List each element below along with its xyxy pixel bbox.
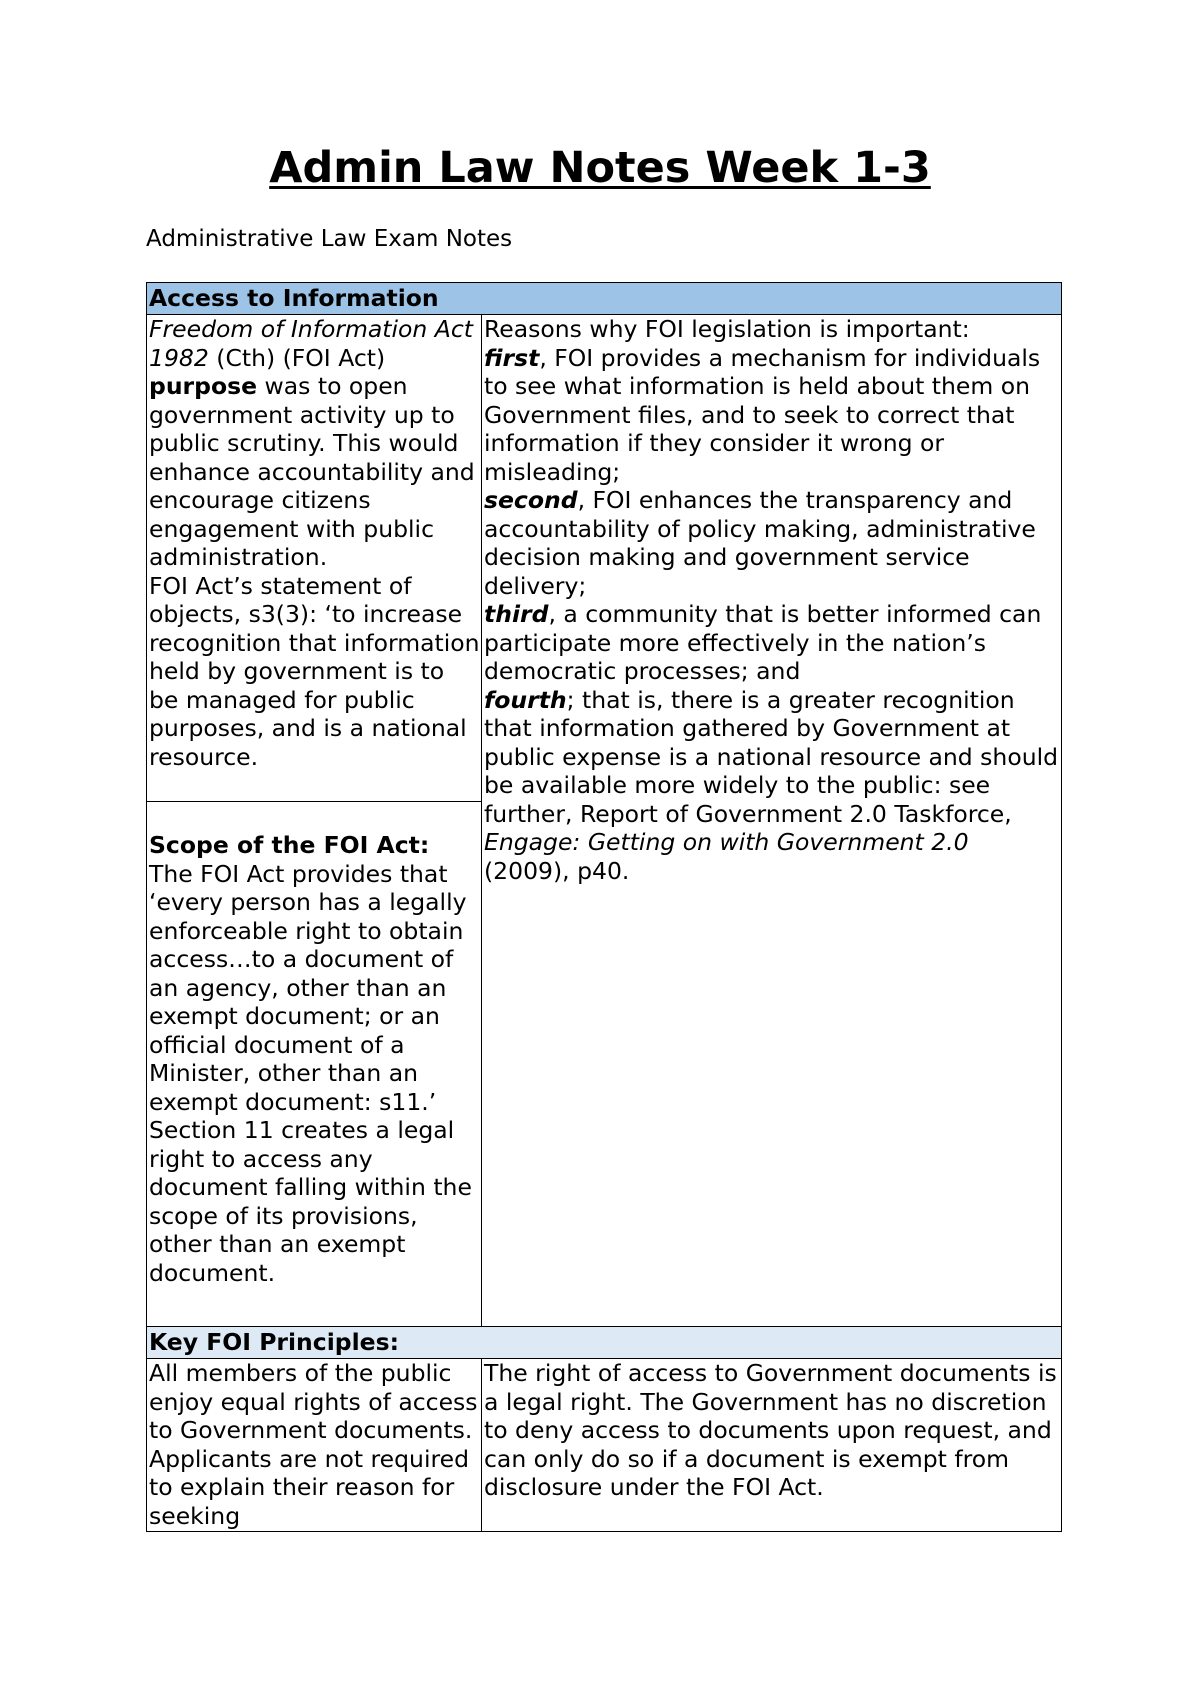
foi-reasons-cell (482, 315, 1062, 1327)
reason-first-text: , FOI provides a mechanism for individuals to see what information is held about them on Government files, and to seek to correct that information if they consider it wrong or misleading; (484, 343, 1041, 486)
scope-paragraph-1: The FOI Act provides that ‘every person has a legally enforceable right to obtain access…to a document of an agency, other than an exempt document; or an official document of a Minister, other than an exempt document: s11.’ (149, 859, 467, 1116)
foi-act-purpose-text (149, 315, 480, 572)
reason-third (484, 600, 1060, 686)
reason-second-keyword: second (484, 486, 578, 514)
reason-fourth-text: ; that is, there is a greater recognition that information gathered by Government at public expense is a national resource and should be available more widely to the public: see further, Report of Government 2.0 Taskforce, (484, 685, 1059, 828)
reason-first-keyword: first (484, 343, 540, 372)
principles-section-heading: Key FOI Principles: (147, 1327, 1062, 1359)
access-section-header (147, 283, 1062, 315)
scope-paragraph-2: Section 11 creates a legal right to access any document falling within the scope of its provisions, other than an exempt document. (149, 1116, 472, 1287)
report-suffix: (2009), p40. (484, 856, 630, 885)
principles-section-header (147, 1327, 1062, 1359)
principle-equal-rights-cell (147, 1359, 482, 1532)
principle-equal-rights: All members of the public enjoy equal rights of access to Government documents. Applicants are not required to explain their reason for seeking (149, 1359, 478, 1530)
reason-third-text: , a community that is better informed can participate more effectively in the nation’s democratic processes; and (484, 600, 1042, 685)
document-subtitle: Administrative Law Exam Notes (146, 226, 513, 252)
statement-of-objects: FOI Act’s statement of objects, s3(3): ‘to increase recognition that information held by government is to be managed for public purposes, and is a national resource. (149, 571, 480, 771)
foi-act-purpose-cell (147, 315, 482, 802)
reason-second-text: , FOI enhances the transparency and accountability of policy making, administrative decision making and government service delivery; (484, 486, 1036, 600)
foi-scope-cell (147, 802, 482, 1327)
reason-fourth (484, 686, 1060, 886)
access-section-heading: Access to Information (147, 283, 1062, 315)
scope-heading: Scope of the FOI Act: (149, 831, 430, 859)
reason-first (484, 344, 1060, 487)
purpose-text: was to open government activity up to public scrutiny. This would enhance accountability and encourage citizens engagement with public administration. (149, 372, 475, 571)
report-title: Engage: Getting on with Government 2.0 (484, 828, 969, 856)
notes-table (146, 282, 1062, 1532)
reason-fourth-keyword: fourth (484, 685, 567, 714)
act-suffix: (Cth) (FOI Act) (208, 343, 386, 372)
act-name: Freedom of Information Act 1982 (149, 315, 473, 372)
page-title: Admin Law Notes Week 1-3 (269, 143, 931, 193)
principle-legal-right: The right of access to Government documents is a legal right. The Government has no discretion to deny access to documents upon request, and can only do so if a document is exempt from disclosure under the FOI Act. (484, 1359, 1057, 1501)
reasons-intro: Reasons why FOI legislation is important: (484, 315, 970, 343)
reason-third-keyword: third (484, 600, 549, 628)
purpose-keyword: purpose (149, 372, 258, 400)
principle-legal-right-cell (482, 1359, 1062, 1532)
reason-second (484, 486, 1060, 600)
